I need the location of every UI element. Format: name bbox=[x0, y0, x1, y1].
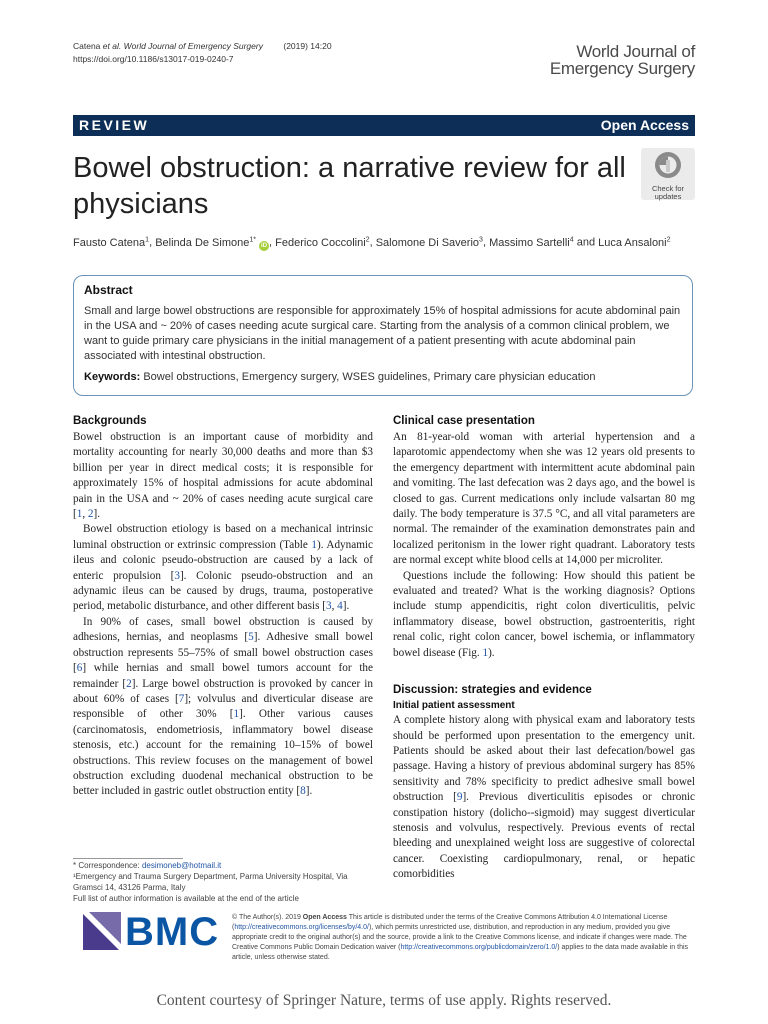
citation-line bbox=[73, 40, 332, 53]
paragraph bbox=[393, 713, 695, 882]
text-run: ]. Previous diverticulitis episodes or chronic constipation history (dolicho--sigmoid) may suggest diverticular stenosis and volvulus, respectively. Previous events of rectal bleeding and unexplained weight loss are suggestive of colorectal cancer. Coexisting cardiopulmonary, renal, or hepatic comorbidities bbox=[393, 791, 695, 881]
paragraph bbox=[73, 615, 373, 800]
correspondence-label: * Correspondence: bbox=[73, 861, 140, 870]
text-run: ]. Large bowel obstruction is provoked by cancer in about 60% of cases [ bbox=[73, 677, 373, 705]
paragraph bbox=[73, 430, 373, 522]
check-updates-icon bbox=[654, 151, 682, 179]
cc-zero-license-link[interactable]: http://creativecommons.org/publicdomain/zero/1.0/ bbox=[400, 944, 558, 951]
author-name: Salomone Di Saverio bbox=[375, 236, 480, 249]
header-meta bbox=[73, 40, 332, 66]
author-affiliation: 2 bbox=[365, 236, 370, 243]
citation-etal: et al. bbox=[102, 41, 122, 51]
author-affiliation: 1* bbox=[249, 236, 256, 243]
author-name: Luca Ansaloni bbox=[598, 236, 667, 249]
citation-link[interactable]: 6 bbox=[76, 662, 83, 675]
check-for-updates-button[interactable] bbox=[641, 148, 695, 200]
citation-year-volume: (2019) 14:20 bbox=[283, 41, 332, 51]
text-run: ). Adynamic ileus and colonic pseudo-obstruction are caused by a lack of enteric propulsion [ bbox=[73, 538, 373, 582]
abstract-heading: Abstract bbox=[84, 283, 133, 297]
author-name: Federico Coccolini bbox=[275, 236, 366, 249]
author-name: Fausto Catena bbox=[73, 236, 146, 249]
paragraph bbox=[393, 569, 695, 661]
bmc-logo-text: BMC bbox=[125, 910, 220, 954]
table-link[interactable]: 1 bbox=[311, 538, 317, 551]
section-heading-backgrounds: Backgrounds bbox=[73, 415, 147, 427]
text-run: ]. Colonic pseudo-obstruction and an adynamic ileus can be caused by drugs, trauma, postoperative period, metabolic disturbance, and other different basis [ bbox=[73, 569, 373, 613]
license-text-run: ) applies to the data made available in this article, unless otherwise stated. bbox=[232, 944, 689, 961]
citation-link[interactable]: 1 bbox=[76, 508, 83, 521]
left-column bbox=[73, 414, 373, 800]
section-heading-clinical-case: Clinical case presentation bbox=[393, 415, 535, 427]
subsection-heading: Initial patient assessment bbox=[393, 700, 515, 712]
citation-journal: World Journal of Emergency Surgery bbox=[123, 41, 263, 51]
keywords-label: Keywords: bbox=[84, 371, 141, 383]
author[interactable] bbox=[155, 237, 256, 249]
license-text-run: This article is distributed under the terms of the Creative Commons Attribution 4.0 International License ( bbox=[232, 914, 668, 931]
text-run: ] while hernias and small bowel tumors account for the remainder [ bbox=[73, 662, 373, 690]
text-run: Bowel obstruction is an important cause of morbidity and mortality accounting for nearly 30,000 deaths and more than $3 billion per year in direct medical costs; it is responsible for approximately 15% of hospital admissions for acute abdominal pain in the USA and ~ 20% of cases needing acute surgical care [ bbox=[73, 431, 373, 521]
citation-link[interactable]: 8 bbox=[300, 785, 306, 798]
author[interactable] bbox=[73, 237, 149, 249]
author-name: Massimo Sartelli bbox=[489, 236, 570, 249]
footnotes bbox=[73, 860, 373, 904]
citation-link[interactable]: 5 bbox=[248, 631, 254, 644]
author-affiliation: 1 bbox=[145, 236, 150, 243]
text-run: ]. bbox=[305, 785, 313, 798]
license-text-run: ), which permits unrestricted use, distribution, and reproduction in any medium, provided you give appropriate credit to the original author(s) and the source, provide a link to the Creative Commons license, and indicate if changes were made. The Creative Commons Public Domain Dedication waiver ( bbox=[232, 924, 687, 951]
open-access-label: Open Access bbox=[600, 117, 689, 133]
abstract-text: Small and large bowel obstructions are responsible for approximately 15% of hospital admissions for acute abdominal pain in the USA and ~ 20% of cases needing acute surgical care. Starting from the analysis of a common clinical problem, we want to guide primary care physicians in the initial management of a patient presenting with acute abdominal pain associated with intestinal obstruction. bbox=[84, 305, 681, 362]
cc-by-license-link[interactable]: http://creativecommons.org/licenses/by/4.0/ bbox=[234, 924, 369, 931]
author[interactable] bbox=[489, 237, 574, 249]
journal-logo bbox=[550, 43, 695, 77]
text-run: ]. bbox=[342, 600, 350, 613]
article-type-banner bbox=[73, 115, 695, 136]
text-run: A complete history along with physical exam and laboratory tests should be performed upon presentation to the emergency unit. Patients should be asked about their last defecation/bowel gas passage. Having a history of previous abdominal surgery has 85% sensitivity and 78% specificity to predict adhesive small bowel obstruction [ bbox=[393, 714, 695, 804]
abstract-box bbox=[73, 275, 693, 396]
text-run: In 90% of cases, small bowel obstruction is caused by adhesions, hernias, and neoplasms [ bbox=[73, 615, 373, 644]
citation-link[interactable]: 7 bbox=[178, 692, 185, 705]
paragraph: An 81-year-old woman with arterial hypertension and a laparotomic appendectomy when she was 12 years old presents to the emergency department with intermittent acute abdominal pain and vomiting. The last defecation was 2 days ago, and the bowel is closed to gas. Current medications only include valsartan 80 mg daily. The body temperature is 37.5 °C, and all vital parameters are normal. The remainder of the examination demonstrates pain and localized peritonism in the lower right quadrant. Laboratory tests are normal except white blood cells at 14,000 per microliter. bbox=[393, 431, 695, 567]
text-run: ]. bbox=[93, 508, 101, 521]
text-run: , bbox=[82, 508, 88, 521]
right-column bbox=[393, 414, 695, 883]
section-heading-discussion: Discussion: strategies and evidence bbox=[393, 684, 592, 697]
affiliation-footnote: ¹Emergency and Trauma Surgery Department, Parma University Hospital, Via Gramsci 14, 43126 Parma, Italy bbox=[73, 872, 348, 892]
check-updates-line1: Check for bbox=[651, 184, 685, 193]
article-type-label: REVIEW bbox=[79, 117, 150, 133]
journal-logo-line1: World Journal of bbox=[576, 42, 695, 61]
citation-link[interactable]: 9 bbox=[456, 791, 463, 804]
author-affiliation: 2 bbox=[666, 236, 671, 243]
keywords-line bbox=[84, 370, 682, 385]
bmc-logo bbox=[83, 912, 218, 952]
article-title: Bowel obstruction: a narrative review for all physicians bbox=[73, 152, 626, 220]
doi-link[interactable]: https://doi.org/10.1186/s13017-019-0240-7 bbox=[73, 54, 234, 64]
citation-author: Catena bbox=[73, 41, 101, 51]
orcid-icon[interactable]: iD bbox=[261, 242, 268, 249]
check-updates-line2: updates bbox=[654, 192, 682, 201]
text-run: Bowel obstruction etiology is based on a mechanical intrinsic luminal obstruction or extrinsic compression (Table bbox=[73, 523, 373, 551]
text-run: ). bbox=[488, 646, 495, 659]
author-affiliation: 4 bbox=[569, 236, 574, 243]
figure-link[interactable]: 1 bbox=[482, 646, 489, 659]
author-name: Belinda De Simone bbox=[155, 236, 250, 249]
text-run: ]. Other various causes (carcinomatosis, endometriosis, inflammatory bowel disease stenosis, etc.) account for the remaining 10–15% of bowel obstructions. This review focuses on the management of bowel obstruction excluding duodenal mechanical obstruction to be better included in gastric outlet obstruction entity [ bbox=[73, 708, 373, 798]
text-run: Questions include the following: How should this patient be evaluated and treated? What is the working diagnosis? Options include stump appendicitis, right colon diverticulitis, pelvic inflammatory disease, bowel obstruction, gastroenteritis, right renal colic, right colon cancer, bowel ischemia, or inflammatory bowel disease (Fig. bbox=[393, 569, 695, 659]
citation-link[interactable]: 2 bbox=[87, 508, 94, 521]
correspondence-line bbox=[73, 860, 373, 871]
journal-logo-line2: Emergency Surgery bbox=[549, 59, 695, 78]
courtesy-footer: Content courtesy of Springer Nature, terms of use apply. Rights reserved. bbox=[156, 992, 612, 1009]
license-open-access: Open Access bbox=[302, 914, 347, 921]
text-run: ]. Adhesive small bowel obstruction represents 55–75% of small bowel obstruction cases [ bbox=[73, 631, 373, 675]
author-info-note: Full list of author information is available at the end of the article bbox=[73, 894, 299, 903]
license-text bbox=[232, 913, 690, 963]
author[interactable] bbox=[598, 237, 670, 249]
footnote-divider bbox=[73, 858, 183, 859]
text-run: , bbox=[331, 600, 338, 613]
text-run: ]; volvulus and diverticular disease are responsible of other 30% [ bbox=[73, 692, 373, 721]
citation-link[interactable]: 4 bbox=[337, 600, 343, 613]
paragraph bbox=[73, 522, 373, 614]
citation-link[interactable]: 1 bbox=[233, 708, 240, 721]
citation-link[interactable]: 2 bbox=[126, 677, 132, 690]
author-list: Fausto Catena$^1$, Belinda De Simone$^{1*}$ iD , Federico Coccolini$^2$, Salomone Di Saverio$^3$, Massimo Sartelli$^4$ and Luca Ansaloni$^2$ bbox=[73, 236, 671, 249]
author-affiliation: 3 bbox=[479, 236, 483, 243]
check-updates-label bbox=[641, 185, 695, 201]
author[interactable] bbox=[376, 237, 483, 249]
keywords-text: Bowel obstructions, Emergency surgery, WSES guidelines, Primary care physician education bbox=[143, 371, 596, 383]
license-text-run: © The Author(s). 2019 bbox=[232, 914, 303, 921]
correspondence-email-link[interactable]: desimoneb@hotmail.it bbox=[141, 861, 222, 870]
author[interactable] bbox=[275, 237, 369, 249]
citation-link[interactable]: 3 bbox=[325, 600, 332, 613]
citation-link[interactable]: 3 bbox=[174, 569, 180, 582]
